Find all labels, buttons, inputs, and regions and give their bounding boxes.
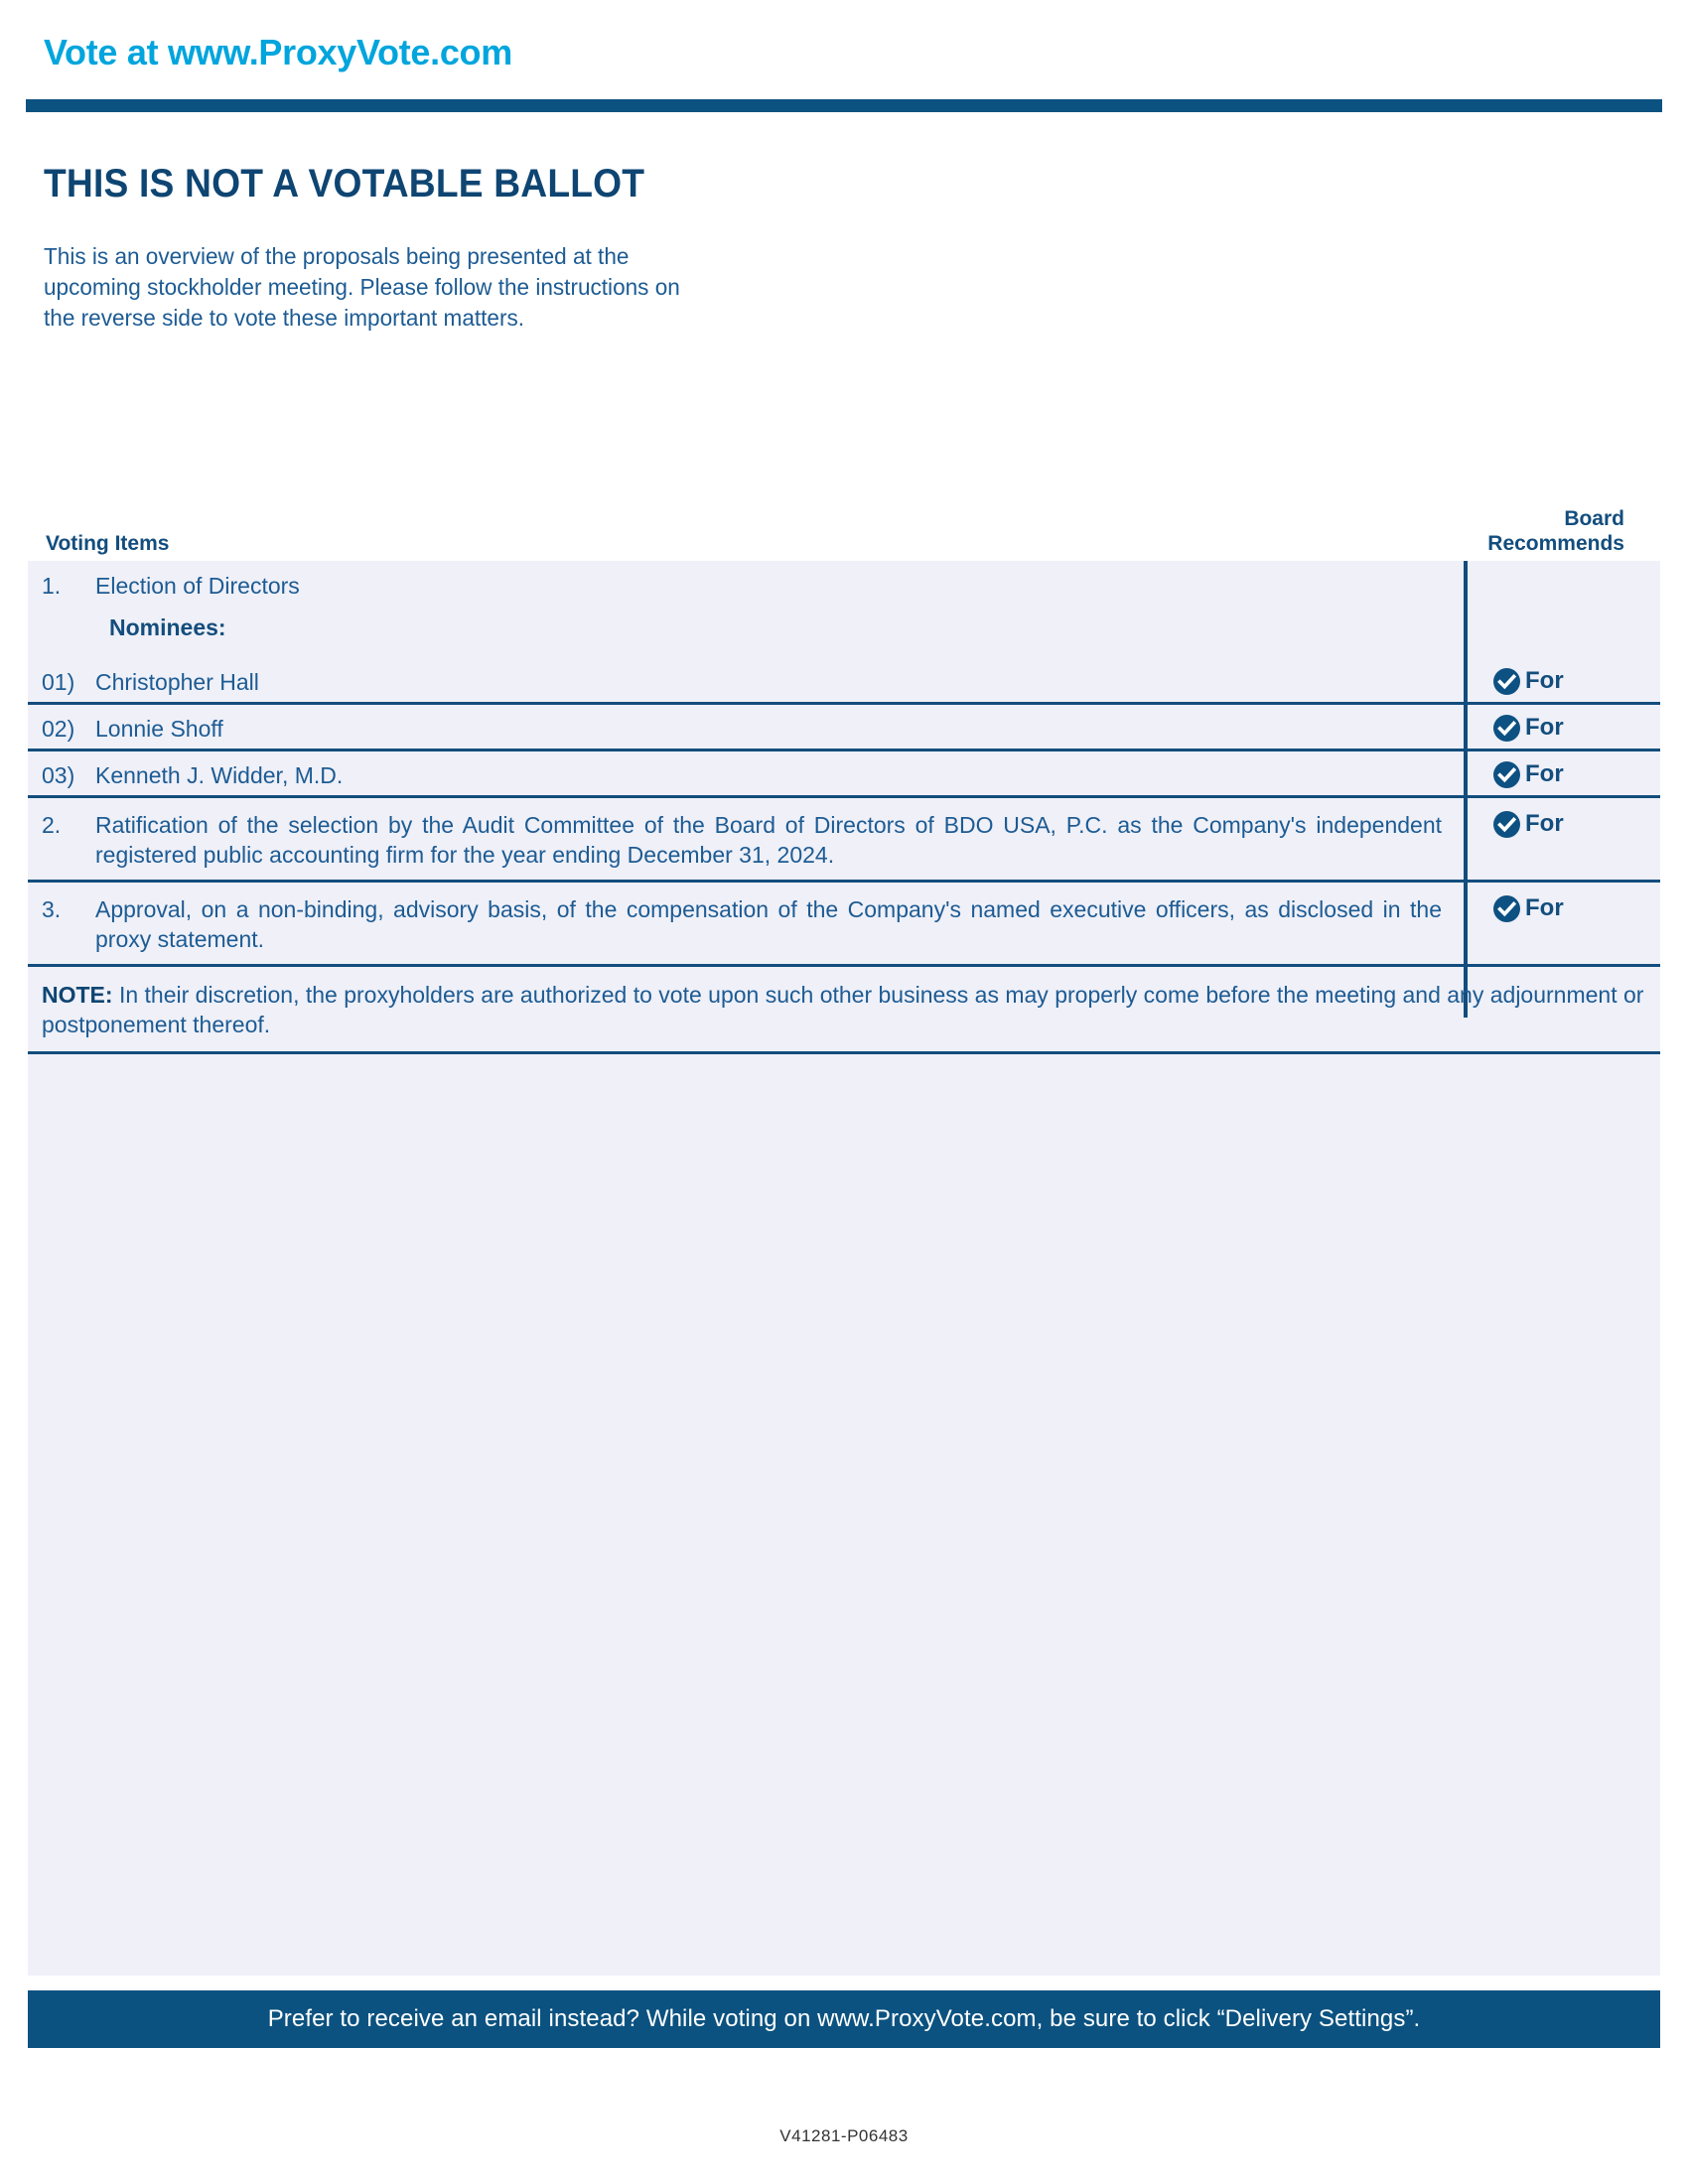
intro-paragraph — [44, 241, 806, 334]
recommendation-label: For — [1525, 714, 1564, 741]
nominees-label: Nominees: — [109, 614, 226, 640]
voting-items-table — [28, 561, 1660, 1054]
proxyvote-header-link[interactable]: Vote at www.ProxyVote.com — [44, 32, 512, 72]
intro-line-1: This is an overview of the proposals being presented at the — [44, 243, 630, 269]
page-title: THIS IS NOT A VOTABLE BALLOT — [44, 162, 645, 205]
nominee-number: 02) — [42, 716, 75, 742]
column-header-board-recommends — [1321, 506, 1624, 556]
recommendation-label: For — [1525, 894, 1564, 921]
column-header-voting-items: Voting Items — [46, 532, 170, 555]
check-circle-icon — [1493, 895, 1520, 922]
proposal-text: Ratification of the selection by the Audit Committee of the Board of Directors of BDO USA, P.C. as the Company's independent registered public accounting firm for the year ending December 31, 2024. — [95, 812, 1442, 868]
item-number: 1. — [42, 573, 62, 599]
check-circle-icon — [1493, 811, 1520, 838]
table-row — [28, 883, 1660, 964]
board-recommends-line-1: Board — [1564, 507, 1624, 530]
note-block — [28, 964, 1660, 1054]
proposal-text: Approval, on a non-binding, advisory basis, of the compensation of the Company's named executive officers, as disclosed in the proxy statement. — [95, 896, 1442, 952]
proposal-recommendation — [1462, 810, 1660, 838]
check-circle-icon — [1493, 668, 1520, 695]
check-circle-icon — [1493, 715, 1520, 742]
board-recommends-line-2: Recommends — [1487, 532, 1624, 555]
table-row-item-1 — [28, 561, 1660, 611]
recommendation-label: For — [1525, 760, 1564, 787]
nominee-number: 03) — [42, 762, 75, 788]
nominee-name: Lonnie Shoff — [95, 716, 223, 742]
table-row — [28, 658, 1660, 705]
table-row — [28, 705, 1660, 751]
recommendation-label: For — [1525, 667, 1564, 694]
table-row-nominees-label — [28, 611, 1660, 658]
note-label: NOTE: — [42, 982, 113, 1008]
proposal-number: 3. — [42, 896, 62, 922]
note-text: In their discretion, the proxyholders are authorized to vote upon such other business as may properly come before the meeting and any adjournment or postponement thereof. — [42, 982, 1644, 1037]
intro-line-3: the reverse side to vote these important matters. — [44, 305, 525, 331]
document-code: V41281-P06483 — [779, 2126, 909, 2145]
proposal-recommendation — [1462, 894, 1660, 922]
proposal-number: 2. — [42, 812, 62, 838]
table-row — [28, 798, 1660, 883]
nominee-number: 01) — [42, 669, 75, 695]
item-text: Election of Directors — [95, 573, 300, 599]
nominee-recommendation — [1462, 760, 1660, 788]
nominee-recommendation — [1462, 714, 1660, 742]
table-row — [28, 751, 1660, 798]
nominee-recommendation — [1462, 667, 1660, 695]
nominee-name: Kenneth J. Widder, M.D. — [95, 762, 344, 788]
nominee-name: Christopher Hall — [95, 669, 259, 695]
footer-delivery-settings-bar: Prefer to receive an email instead? While voting on www.ProxyVote.com, be sure to click “Delivery Settings”. — [28, 1990, 1660, 2048]
header-divider-bar — [26, 99, 1662, 112]
check-circle-icon — [1493, 761, 1520, 788]
intro-line-2: upcoming stockholder meeting. Please follow the instructions on — [44, 274, 680, 300]
recommendation-label: For — [1525, 810, 1564, 837]
